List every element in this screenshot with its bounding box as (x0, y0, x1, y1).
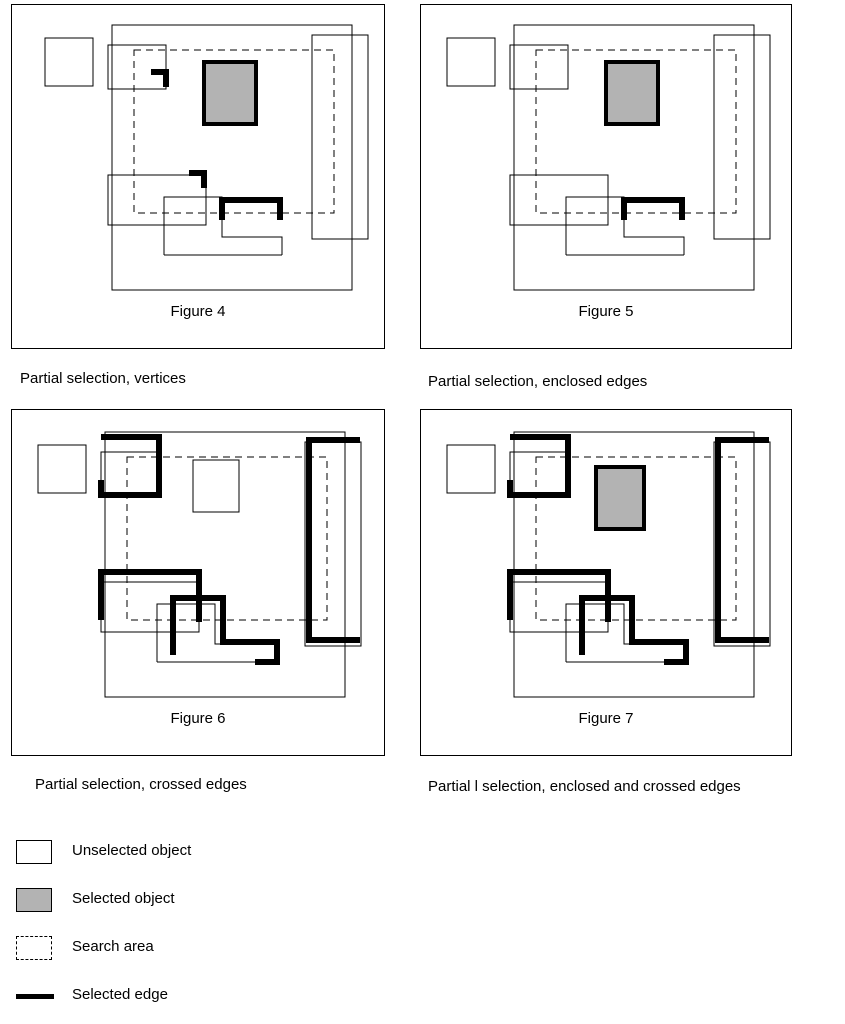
legend-label: Selected object (72, 890, 175, 907)
selected-object-rect (606, 62, 658, 124)
figure-6-outer-caption: Partial selection, crossed edges (35, 776, 247, 793)
figure-5-outer-caption: Partial selection, enclosed edges (428, 373, 648, 390)
selected-object-rect (204, 62, 256, 124)
selected-object-rect (596, 467, 644, 529)
figure-4-drawing (12, 5, 386, 350)
legend-label: Unselected object (72, 842, 192, 859)
figure-7-panel (420, 409, 792, 756)
figure-7-inner-caption: Figure 7 (578, 710, 634, 727)
legend-item-selected-object (8, 880, 428, 928)
figure-7-drawing (421, 410, 793, 757)
figure-4-inner-caption: Figure 4 (170, 303, 226, 320)
legend-label: Search area (72, 938, 154, 955)
figure-4-outer-caption: Partial selection, vertices (20, 370, 186, 387)
search-area-swatch (16, 936, 52, 960)
figure-6-inner-caption: Figure 6 (170, 710, 226, 727)
figure-5-drawing (421, 5, 793, 350)
legend-label: Selected edge (72, 986, 168, 1003)
figure-4-panel (11, 4, 385, 349)
legend-item-unselected-object (8, 832, 428, 880)
figure-5-inner-caption: Figure 5 (578, 303, 634, 320)
figure-5-panel (420, 4, 792, 349)
selected-crossed-edges (101, 437, 360, 662)
figure-6-drawing (12, 410, 386, 757)
figure-6-panel (11, 409, 385, 756)
selected-object-swatch (16, 888, 52, 912)
selected-enclosed-edges (624, 200, 682, 220)
unselected-object-swatch (16, 840, 52, 864)
legend-item-search-area (8, 928, 428, 976)
legend (8, 832, 428, 1024)
legend-item-selected-edge (8, 976, 428, 1024)
figure-7-outer-caption: Partial l selection, enclosed and crossed edges (428, 778, 741, 795)
selected-edge-swatch (16, 994, 54, 999)
